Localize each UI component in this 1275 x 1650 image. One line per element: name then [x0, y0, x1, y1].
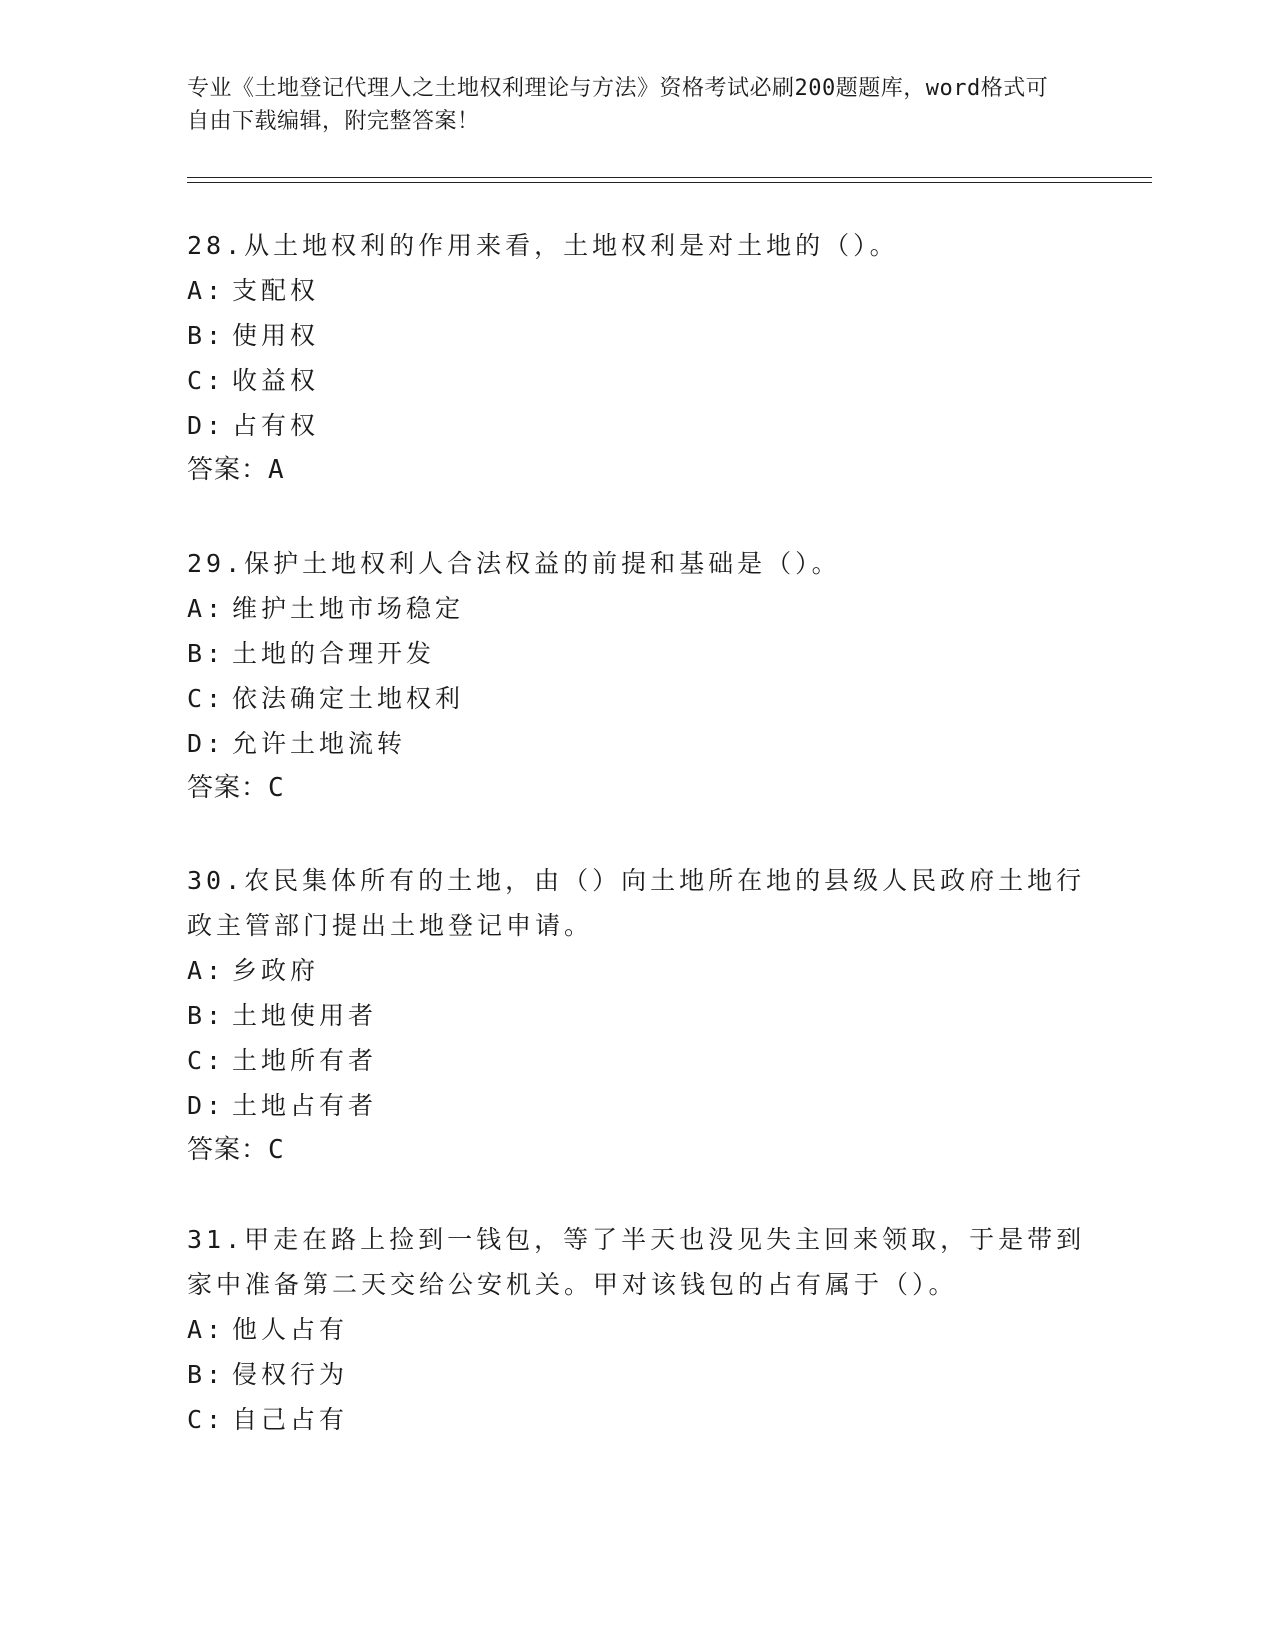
option-d — [187, 403, 1087, 448]
header-divider-bottom — [187, 182, 1152, 183]
question-stem: 31.甲走在路上捡到一钱包，等了半天也没见失主回来领取，于是带到家中准备第二天交给公安机关。甲对该钱包的占有属于（）。 — [187, 1225, 1086, 1299]
answer-label: 答案： — [187, 1135, 269, 1165]
option-text: 占有权 — [232, 411, 320, 440]
answer-value: C — [268, 1135, 285, 1165]
option-key: B: — [187, 321, 226, 350]
option-key: C: — [187, 1046, 226, 1075]
option-d — [187, 721, 1087, 766]
option-c — [187, 1038, 1087, 1083]
option-a — [187, 268, 1087, 313]
option-c — [187, 1397, 1087, 1442]
option-text: 收益权 — [232, 366, 320, 395]
option-key: D: — [187, 729, 226, 758]
option-text: 土地所有者 — [232, 1046, 378, 1075]
option-key: C: — [187, 1405, 226, 1434]
answer-line — [187, 1128, 1087, 1173]
document-header: 专业《土地登记代理人之土地权利理论与方法》资格考试必刷200题题库，word格式可自由下载编辑，附完整答案！ — [187, 76, 1049, 134]
question-28 — [187, 223, 1087, 493]
option-a — [187, 586, 1087, 631]
option-text: 土地占有者 — [232, 1091, 378, 1120]
option-text: 支配权 — [232, 276, 320, 305]
option-key: A: — [187, 1315, 226, 1344]
option-text: 土地使用者 — [232, 1001, 378, 1030]
option-a — [187, 948, 1087, 993]
option-text: 维护土地市场稳定 — [232, 594, 465, 623]
answer-label: 答案： — [187, 455, 269, 485]
answer-label: 答案： — [187, 773, 269, 803]
option-key: C: — [187, 684, 226, 713]
header-divider-top — [187, 177, 1152, 178]
option-text: 自己占有 — [232, 1405, 349, 1434]
option-text: 侵权行为 — [232, 1360, 349, 1389]
option-key: A: — [187, 594, 226, 623]
option-text: 土地的合理开发 — [232, 639, 436, 668]
option-key: C: — [187, 366, 226, 395]
answer-line — [187, 766, 1087, 811]
option-c — [187, 676, 1087, 721]
option-key: D: — [187, 411, 226, 440]
answer-value: A — [268, 455, 285, 485]
option-b — [187, 631, 1087, 676]
question-stem: 29.保护土地权利人合法权益的前提和基础是（）。 — [187, 549, 841, 578]
option-text: 允许土地流转 — [232, 729, 407, 758]
question-stem: 30.农民集体所有的土地，由（）向土地所在地的县级人民政府土地行政主管部门提出土地登记申请。 — [187, 866, 1086, 940]
answer-line — [187, 448, 1087, 493]
option-key: B: — [187, 639, 226, 668]
option-text: 乡政府 — [232, 956, 320, 985]
question-31 — [187, 1217, 1087, 1442]
question-30 — [187, 858, 1087, 1173]
option-a — [187, 1307, 1087, 1352]
option-b — [187, 1352, 1087, 1397]
option-key: B: — [187, 1001, 226, 1030]
option-key: B: — [187, 1360, 226, 1389]
option-c — [187, 358, 1087, 403]
answer-value: C — [268, 773, 285, 803]
option-d — [187, 1083, 1087, 1128]
option-text: 使用权 — [232, 321, 320, 350]
option-key: A: — [187, 956, 226, 985]
question-stem: 28.从土地权利的作用来看，土地权利是对土地的（）。 — [187, 231, 899, 260]
option-text: 他人占有 — [232, 1315, 349, 1344]
question-29 — [187, 541, 1087, 811]
option-key: A: — [187, 276, 226, 305]
option-text: 依法确定土地权利 — [232, 684, 465, 713]
option-key: D: — [187, 1091, 226, 1120]
option-b — [187, 313, 1087, 358]
option-b — [187, 993, 1087, 1038]
